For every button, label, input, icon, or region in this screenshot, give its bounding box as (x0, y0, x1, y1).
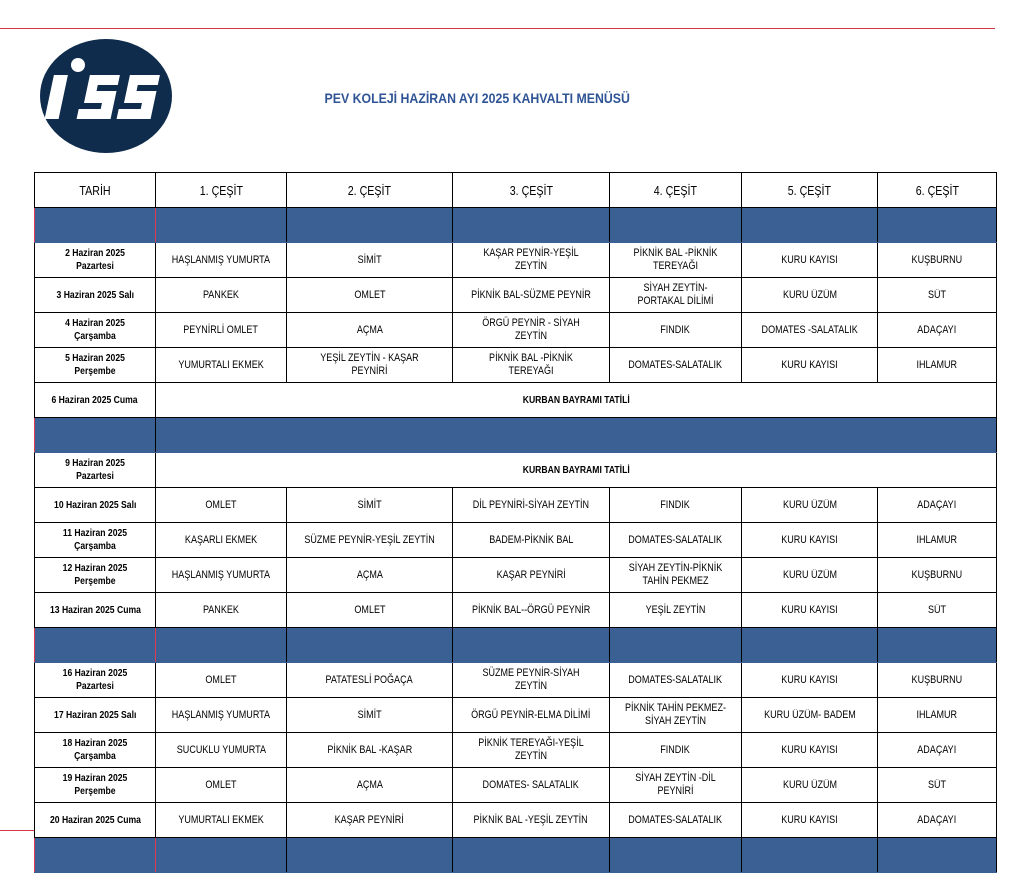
menu-item-cell: DOMATES -SALATALIK (742, 313, 878, 348)
menu-item-cell: KURU KAYISI (742, 593, 878, 628)
menu-item-cell: DOMATES-SALATALIK (610, 803, 742, 838)
menu-item-cell: KURU ÜZÜM (742, 278, 878, 313)
menu-item-cell: DOMATES- SALATALIK (453, 768, 610, 803)
table-row (35, 488, 997, 523)
table-row (35, 803, 997, 838)
table-row (35, 733, 997, 768)
header-cell: 1. ÇEŞİT (156, 173, 287, 208)
menu-item-cell: IHLAMUR (878, 698, 997, 733)
table-row (35, 243, 997, 278)
separator-cell (156, 628, 287, 663)
menu-item-cell: KAŞAR PEYNİR-YEŞİL ZEYTİN (453, 243, 610, 278)
menu-item-cell: PEYNİRLİ OMLET (156, 313, 287, 348)
page-title: PEV KOLEJİ HAZİRAN AYI 2025 KAHVALTI MENÜSÜ (324, 90, 630, 106)
holiday-label: KURBAN BAYRAMI TATİLİ (156, 453, 997, 488)
separator-cell (610, 628, 742, 663)
menu-item-cell: KURU KAYISI (742, 243, 878, 278)
menu-item-cell: SİYAH ZEYTİN-PORTAKAL DİLİMİ (610, 278, 742, 313)
table-row (35, 313, 997, 348)
date-cell: 6 Haziran 2025 Cuma (35, 383, 156, 418)
menu-item-cell: ADAÇAYI (878, 313, 997, 348)
menu-item-cell: KURU KAYISI (742, 523, 878, 558)
menu-item-cell: SİYAH ZEYTİN-PİKNİK TAHİN PEKMEZ (610, 558, 742, 593)
menu-item-cell: PATATESLİ POĞAÇA (287, 663, 453, 698)
menu-item-cell: SİYAH ZEYTİN -DİL PEYNİRİ (610, 768, 742, 803)
table-row (35, 278, 997, 313)
menu-item-cell: FINDIK (610, 488, 742, 523)
separator-cell (610, 208, 742, 243)
menu-item-cell: KURU KAYISI (742, 663, 878, 698)
menu-item-cell: PİKNİK BAL -YEŞİL ZEYTİN (453, 803, 610, 838)
separator-cell (742, 628, 878, 663)
menu-item-cell: HAŞLANMIŞ YUMURTA (156, 243, 287, 278)
separator-cell (156, 418, 997, 453)
menu-item-cell: ÖRGÜ PEYNİR-ELMA DİLİMİ (453, 698, 610, 733)
menu-item-cell: KUŞBURNU (878, 558, 997, 593)
menu-item-cell: SÜZME PEYNİR-YEŞİL ZEYTİN (287, 523, 453, 558)
iss-logo (38, 37, 174, 155)
menu-item-cell: OMLET (156, 488, 287, 523)
menu-item-cell: KURU ÜZÜM (742, 558, 878, 593)
date-cell: 18 Haziran 2025 Çarşamba (35, 733, 156, 768)
menu-item-cell: FINDIK (610, 313, 742, 348)
menu-item-cell: PİKNİK BAL -PİKNİK TEREYAĞI (453, 348, 610, 383)
menu-item-cell: YUMURTALI EKMEK (156, 348, 287, 383)
menu-item-cell: OMLET (287, 278, 453, 313)
date-cell: 16 Haziran 2025 Pazartesi (35, 663, 156, 698)
header-cell: 6. ÇEŞİT (878, 173, 997, 208)
top-rule (0, 28, 995, 29)
menu-item-cell: ADAÇAYI (878, 488, 997, 523)
holiday-row (35, 453, 997, 488)
week-separator (35, 208, 997, 243)
separator-cell (156, 838, 287, 873)
menu-item-cell: PANKEK (156, 593, 287, 628)
menu-item-cell: SÜT (878, 278, 997, 313)
week-separator (35, 418, 997, 453)
menu-item-cell: SÜZME PEYNİR-SİYAH ZEYTİN (453, 663, 610, 698)
table-row (35, 698, 997, 733)
holiday-label: KURBAN BAYRAMI TATİLİ (156, 383, 997, 418)
header-cell: TARİH (35, 173, 156, 208)
menu-item-cell: PİKNİK TEREYAĞI-YEŞİL ZEYTİN (453, 733, 610, 768)
header-cell: 5. ÇEŞİT (742, 173, 878, 208)
separator-cell (287, 838, 453, 873)
menu-item-cell: OMLET (156, 768, 287, 803)
table-row (35, 558, 997, 593)
date-cell: 4 Haziran 2025 Çarşamba (35, 313, 156, 348)
header-cell: 3. ÇEŞİT (453, 173, 610, 208)
separator-cell (35, 208, 156, 243)
menu-item-cell: PİKNİK BAL-SÜZME PEYNİR (453, 278, 610, 313)
menu-body (35, 208, 997, 873)
menu-item-cell: FINDIK (610, 733, 742, 768)
table-row (35, 348, 997, 383)
menu-item-cell: SİMİT (287, 243, 453, 278)
separator-cell (35, 628, 156, 663)
separator-cell (287, 208, 453, 243)
menu-item-cell: KAŞAR PEYNİRİ (453, 558, 610, 593)
date-cell: 19 Haziran 2025 Perşembe (35, 768, 156, 803)
separator-cell (453, 628, 610, 663)
menu-item-cell: YEŞİL ZEYTİN - KAŞAR PEYNİRİ (287, 348, 453, 383)
menu-item-cell: YEŞİL ZEYTİN (610, 593, 742, 628)
menu-item-cell: PİKNİK BAL -KAŞAR (287, 733, 453, 768)
menu-item-cell: IHLAMUR (878, 348, 997, 383)
menu-item-cell: SİMİT (287, 488, 453, 523)
menu-item-cell: SİMİT (287, 698, 453, 733)
separator-cell (878, 628, 997, 663)
menu-item-cell: PİKNİK BAL -PİKNİK TEREYAĞI (610, 243, 742, 278)
menu-item-cell: DOMATES-SALATALIK (610, 348, 742, 383)
menu-item-cell: KURU KAYISI (742, 803, 878, 838)
date-cell: 13 Haziran 2025 Cuma (35, 593, 156, 628)
menu-item-cell: ADAÇAYI (878, 803, 997, 838)
separator-cell (610, 838, 742, 873)
menu-item-cell: DİL PEYNİRİ-SİYAH ZEYTİN (453, 488, 610, 523)
separator-cell (742, 208, 878, 243)
date-cell: 17 Haziran 2025 Salı (35, 698, 156, 733)
menu-item-cell: HAŞLANMIŞ YUMURTA (156, 558, 287, 593)
menu-item-cell: AÇMA (287, 768, 453, 803)
date-cell: 10 Haziran 2025 Salı (35, 488, 156, 523)
menu-item-cell: ADAÇAYI (878, 733, 997, 768)
table-row (35, 768, 997, 803)
separator-cell (453, 208, 610, 243)
header-row (35, 173, 997, 208)
date-cell: 11 Haziran 2025 Çarşamba (35, 523, 156, 558)
separator-cell (35, 418, 156, 453)
separator-cell (287, 628, 453, 663)
menu-item-cell: ÖRGÜ PEYNİR - SİYAH ZEYTİN (453, 313, 610, 348)
date-cell: 3 Haziran 2025 Salı (35, 278, 156, 313)
menu-item-cell: PİKNİK BAL--ÖRGÜ PEYNİR (453, 593, 610, 628)
menu-item-cell: DOMATES-SALATALIK (610, 523, 742, 558)
date-cell: 20 Haziran 2025 Cuma (35, 803, 156, 838)
menu-item-cell: OMLET (156, 663, 287, 698)
menu-item-cell: HAŞLANMIŞ YUMURTA (156, 698, 287, 733)
date-cell: 12 Haziran 2025 Perşembe (35, 558, 156, 593)
menu-item-cell: BADEM-PİKNİK BAL (453, 523, 610, 558)
separator-cell (35, 838, 156, 873)
date-cell: 2 Haziran 2025 Pazartesi (35, 243, 156, 278)
menu-item-cell: AÇMA (287, 558, 453, 593)
menu-item-cell: KUŞBURNU (878, 243, 997, 278)
menu-item-cell: SÜT (878, 768, 997, 803)
separator-cell (878, 838, 997, 873)
menu-item-cell: IHLAMUR (878, 523, 997, 558)
menu-item-cell: KURU KAYISI (742, 348, 878, 383)
menu-item-cell: SUCUKLU YUMURTA (156, 733, 287, 768)
menu-item-cell: YUMURTALI EKMEK (156, 803, 287, 838)
menu-table (34, 172, 997, 873)
separator-cell (453, 838, 610, 873)
separator-cell (742, 838, 878, 873)
menu-item-cell: KAŞARLI EKMEK (156, 523, 287, 558)
table-row (35, 593, 997, 628)
menu-item-cell: PANKEK (156, 278, 287, 313)
separator-cell (156, 208, 287, 243)
table-row (35, 523, 997, 558)
date-cell: 5 Haziran 2025 Perşembe (35, 348, 156, 383)
date-cell: 9 Haziran 2025 Pazartesi (35, 453, 156, 488)
menu-item-cell: AÇMA (287, 313, 453, 348)
menu-item-cell: KURU KAYISI (742, 733, 878, 768)
table-row (35, 663, 997, 698)
week-separator (35, 628, 997, 663)
menu-item-cell: KAŞAR PEYNİRİ (287, 803, 453, 838)
menu-item-cell: SÜT (878, 593, 997, 628)
menu-item-cell: OMLET (287, 593, 453, 628)
header-cell: 4. ÇEŞİT (610, 173, 742, 208)
week-separator (35, 838, 997, 873)
menu-item-cell: KUŞBURNU (878, 663, 997, 698)
menu-item-cell: DOMATES-SALATALIK (610, 663, 742, 698)
side-rule (0, 830, 34, 831)
header-cell: 2. ÇEŞİT (287, 173, 453, 208)
separator-cell (878, 208, 997, 243)
holiday-row (35, 383, 997, 418)
menu-item-cell: KURU ÜZÜM- BADEM (742, 698, 878, 733)
menu-item-cell: KURU ÜZÜM (742, 768, 878, 803)
menu-item-cell: PİKNİK TAHİN PEKMEZ- SİYAH ZEYTİN (610, 698, 742, 733)
menu-item-cell: KURU ÜZÜM (742, 488, 878, 523)
